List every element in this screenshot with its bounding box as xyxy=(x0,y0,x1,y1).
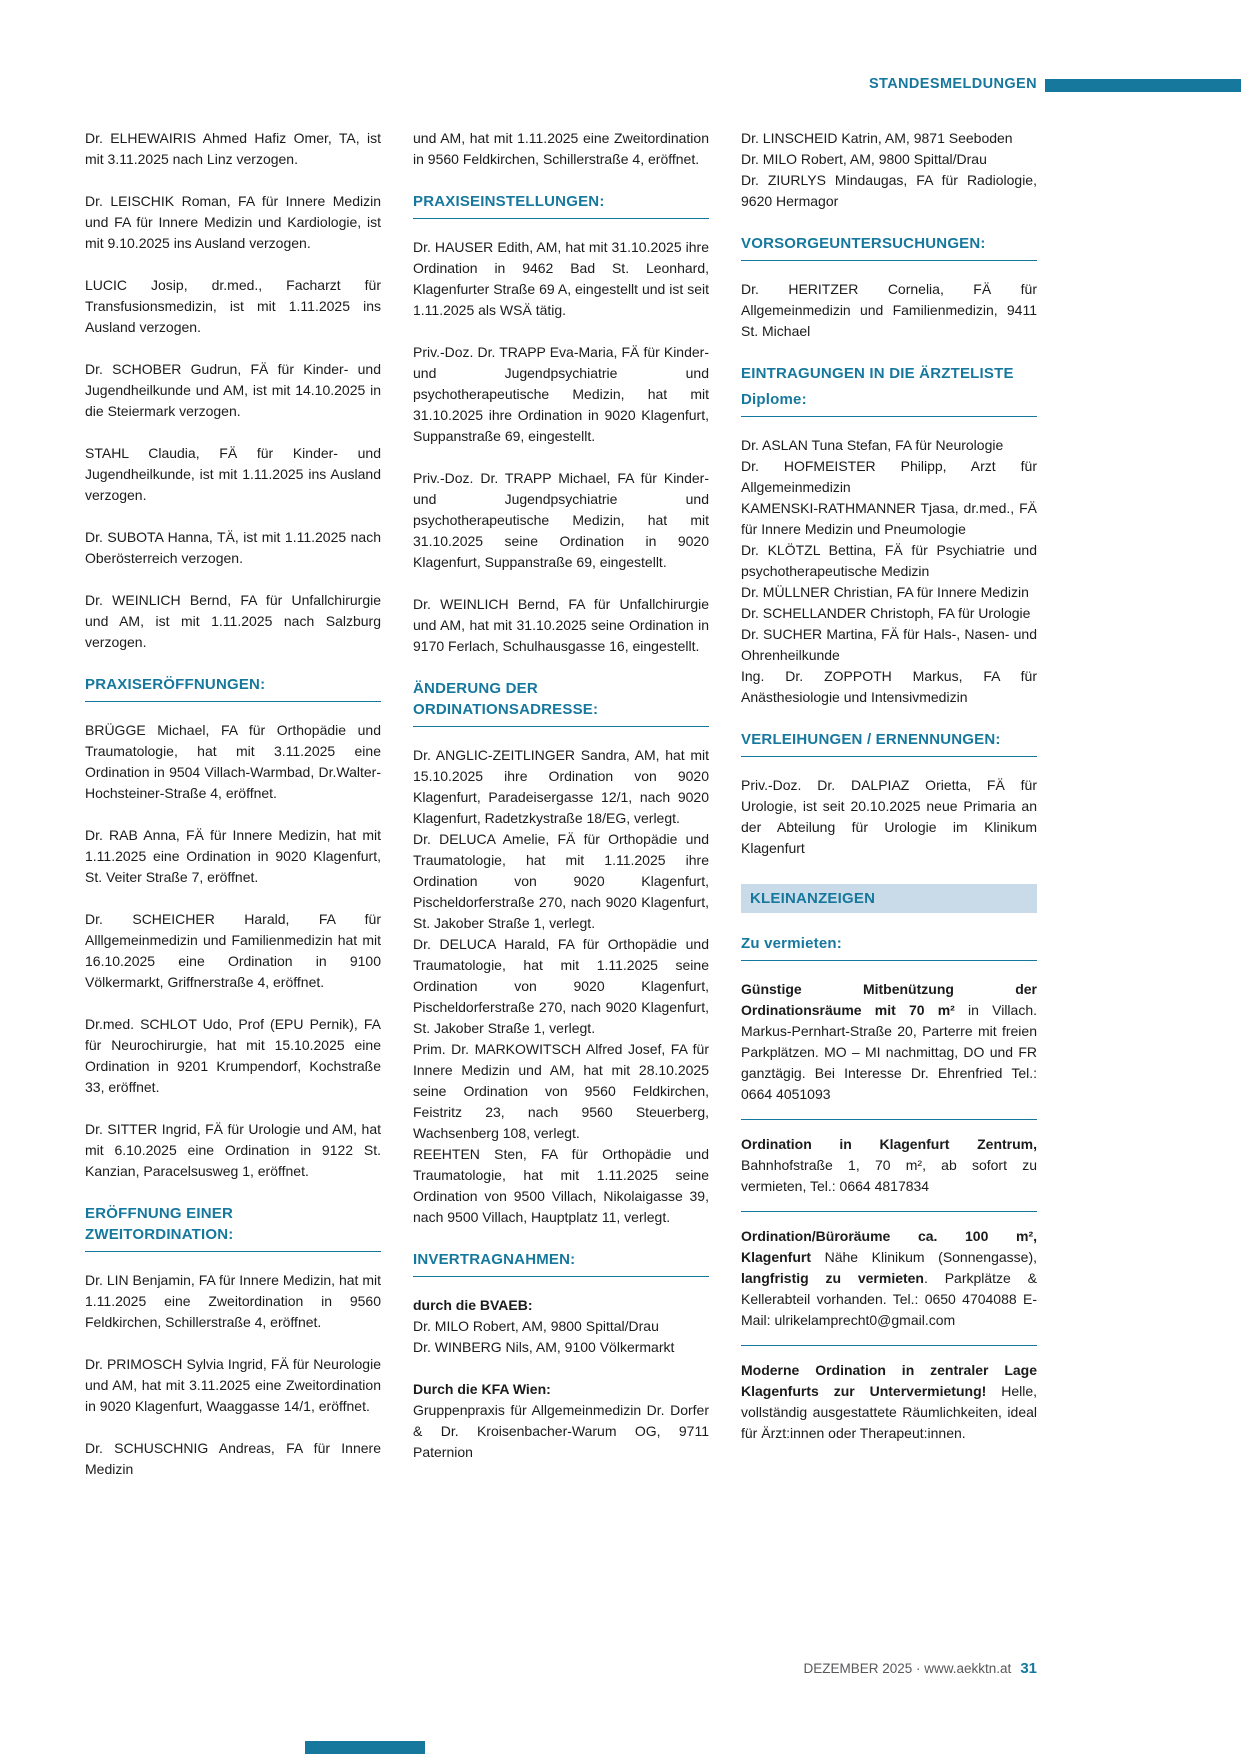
paragraph: LUCIC Josip, dr.med., Facharzt für Transfusionsmedizin, ist mit 1.11.2025 ins Ausland verzogen. xyxy=(85,277,381,335)
paragraph: Dr. SCHOBER Gudrun, FÄ für Kinder- und Jugendheilkunde und AM, ist mit 14.10.2025 in die Steiermark verzogen. xyxy=(85,361,381,419)
paragraph: Dr. LEISCHIK Roman, FA für Innere Medizin und FA für Innere Medizin und Kardiologie, ist mit 9.10.2025 ins Ausland verzogen. xyxy=(85,193,381,251)
list-entry: Dr. ANGLIC-ZEITLINGER Sandra, AM, hat mit 15.10.2025 ihre Ordination von 9020 Klagenfurt, Paradeisergasse 12/1, nach 9020 Klagenfurt, Radetzkystraße 18/EG, verlegt. xyxy=(413,747,709,826)
ad-text-bold: Ordination in Klagenfurt Zentrum, xyxy=(741,1136,1037,1152)
text-columns xyxy=(85,128,1037,1484)
list-entry: Ing. Dr. ZOPPOTH Markus, FA für Anästhesiologie und Intensivmedizin xyxy=(741,668,1037,705)
ad-separator xyxy=(741,1211,1037,1212)
paragraph: Dr. WEINLICH Bernd, FA für Unfallchirurgie und AM, hat mit 31.10.2025 seine Ordination in 9170 Ferlach, Schulhausgasse 16, eingestellt. xyxy=(413,596,709,654)
section-heading: INVERTRAGNAHMEN: xyxy=(413,1249,709,1277)
list-entry: Dr. ZIURLYS Mindaugas, FA für Radiologie, 9620 Hermagor xyxy=(741,172,1037,209)
page-number: 31 xyxy=(1020,1660,1037,1677)
list-entry: REEHTEN Sten, FA für Orthopädie und Traumatologie, hat mit 1.11.2025 seine Ordination von 9500 Villach, Nikolaigasse 39, nach 9500 Villach, Hauptplatz 11, verlegt. xyxy=(413,1146,709,1225)
paragraph: Dr. SUBOTA Hanna, TÄ, ist mit 1.11.2025 nach Oberösterreich verzogen. xyxy=(85,529,381,566)
column-1 xyxy=(85,128,381,1484)
section-heading: Zu vermieten: xyxy=(741,933,1037,961)
paragraph: STAHL Claudia, FÄ für Kinder- und Jugendheilkunde, ist mit 1.11.2025 ins Ausland verzogen. xyxy=(85,445,381,503)
classified-ad xyxy=(741,1360,1037,1444)
sub-label: durch die BVAEB: xyxy=(413,1297,533,1313)
paragraph: und AM, hat mit 1.11.2025 eine Zweitordination in 9560 Feldkirchen, Schillerstraße 4, eröffnet. xyxy=(413,130,709,167)
list-entry: Dr. MILO Robert, AM, 9800 Spittal/Drau xyxy=(741,151,987,167)
list-entry: Dr. SUCHER Martina, FÄ für Hals-, Nasen- und Ohrenheilkunde xyxy=(741,626,1037,663)
paragraph: Dr. SCHEICHER Harald, FA für Alllgemeinmedizin und Familienmedizin hat mit 16.10.2025 eine Ordination in 9100 Völkermarkt, Griffnerstraße 4, eröffnet. xyxy=(85,911,381,990)
paragraph: Dr. HAUSER Edith, AM, hat mit 31.10.2025 ihre Ordination in 9462 Bad St. Leonhard, Klagenfurter Straße 69 A, eingestellt und ist seit 1.11.2025 als WSÄ tätig. xyxy=(413,239,709,318)
section-heading: ERÖFFNUNG EINER ZWEITORDINATION: xyxy=(85,1203,381,1252)
section-heading: VORSORGEUNTERSUCHUNGEN: xyxy=(741,233,1037,261)
column-3 xyxy=(741,128,1037,1484)
ad-text: Nähe Klinikum (Sonnengasse), xyxy=(811,1249,1037,1265)
paragraph: Dr.med. SCHLOT Udo, Prof (EPU Pernik), FA für Neurochirurgie, hat mit 15.10.2025 eine Ordination in 9201 Krumpendorf, Kochstraße 33, eröffnet. xyxy=(85,1016,381,1095)
paragraph: Dr. ELHEWAIRIS Ahmed Hafiz Omer, TA, ist mit 3.11.2025 nach Linz verzogen. xyxy=(85,130,381,167)
ad-text: Bahnhofstraße 1, 70 m², ab sofort zu vermieten, Tel.: 0664 4817834 xyxy=(741,1157,1037,1194)
section-header-title: STANDESMELDUNGEN xyxy=(868,76,1037,92)
entry-list xyxy=(413,1316,709,1358)
ad-text-bold: Günstige Mitbenützung der Ordinationsräume mit 70 m² xyxy=(741,981,1037,1018)
list-entry: Dr. MILO Robert, AM, 9800 Spittal/Drau xyxy=(413,1318,659,1334)
list-entry: Dr. DELUCA Amelie, FÄ für Orthopädie und Traumatologie, hat mit 1.11.2025 ihre Ordination von 9020 Klagenfurt, Pischeldorferstraße 270, nach 9020 Klagenfurt, St. Jakober Straße 1, verlegt. xyxy=(413,831,709,931)
ad-text-bold: Ordination/Büroräume ca. 100 m², Klagenfurt xyxy=(741,1228,1037,1265)
classified-ad xyxy=(741,1226,1037,1331)
paragraph: Dr. RAB Anna, FÄ für Innere Medizin, hat mit 1.11.2025 eine Ordination in 9020 Klagenfurt, St. Veiter Straße 7, eröffnet. xyxy=(85,827,381,885)
section-heading: VERLEIHUNGEN / ERNENNUNGEN: xyxy=(741,729,1037,757)
list-entry: Prim. Dr. MARKOWITSCH Alfred Josef, FA für Innere Medizin und AM, hat mit 28.10.2025 seine Ordination von 9560 Feldkirchen, Feistritz 23, nach 9560 Steuerberg, Wachsenberg 108, verlegt. xyxy=(413,1041,709,1141)
paragraph: Dr. WEINLICH Bernd, FA für Unfallchirurgie und AM, ist mit 1.11.2025 nach Salzburg verzogen. xyxy=(85,592,381,650)
list-entry: Dr. HOFMEISTER Philipp, Arzt für Allgemeinmedizin xyxy=(741,458,1037,495)
paragraph: Dr. PRIMOSCH Sylvia Ingrid, FÄ für Neurologie und AM, hat mit 3.11.2025 eine Zweitordination in 9020 Klagenfurt, Waaggasse 14/1, eröffnet. xyxy=(85,1356,381,1414)
ad-text: Helle, vollständig ausgestattete Räumlichkeiten, ideal für Ärzt:innen oder Therapeut:innen. xyxy=(741,1383,1038,1441)
section-heading: ÄNDERUNG DER ORDINATIONSADRESSE: xyxy=(413,678,709,727)
footer-issue-url: DEZEMBER 2025 · www.aekktn.at xyxy=(803,1661,1012,1676)
ad-separator xyxy=(741,1345,1037,1346)
sub-label: Durch die KFA Wien: xyxy=(413,1381,551,1397)
column-2 xyxy=(413,128,709,1484)
entry-list xyxy=(741,435,1037,708)
entry-list xyxy=(741,128,1037,212)
list-entry: KAMENSKI-RATHMANNER Tjasa, dr.med., FÄ für Innere Medizin und Pneumologie xyxy=(741,500,1037,537)
ad-text-bold: langfristig zu vermieten xyxy=(741,1270,924,1286)
paragraph: Dr. SITTER Ingrid, FÄ für Urologie und AM, hat mit 6.10.2025 eine Ordination in 9122 St. Kanzian, Paracelsusweg 1, eröffnet. xyxy=(85,1121,381,1179)
list-entry: Dr. DELUCA Harald, FA für Orthopädie und Traumatologie, hat mit 1.11.2025 seine Ordination von 9020 Klagenfurt, Pischeldorferstraße 270, nach 9020 Klagenfurt, St. Jakober Straße 1, verlegt. xyxy=(413,936,709,1036)
list-entry: Dr. KLÖTZL Bettina, FÄ für Psychiatrie und psychotherapeutische Medizin xyxy=(741,542,1037,579)
list-entry: Dr. MÜLLNER Christian, FA für Innere Medizin xyxy=(741,584,1029,600)
list-entry: Dr. ASLAN Tuna Stefan, FA für Neurologie xyxy=(741,437,1004,453)
header-accent-bar xyxy=(1045,79,1241,92)
list-entry: Gruppenpraxis für Allgemeinmedizin Dr. Dorfer & Dr. Kroisenbacher-Warum OG, 9711 Paternion xyxy=(413,1402,709,1460)
footer-accent-bar xyxy=(305,1741,425,1754)
ad-text-bold: Moderne Ordination in zentraler Lage Klagenfurts zur Untervermietung! xyxy=(741,1362,1037,1399)
paragraph: Dr. LIN Benjamin, FA für Innere Medizin, hat mit 1.11.2025 eine Zweitordination in 9560 Feldkirchen, Schillerstraße 4, eröffnet. xyxy=(85,1272,381,1330)
classifieds-band-heading: KLEINANZEIGEN xyxy=(741,884,1037,913)
entry-list xyxy=(413,1400,709,1463)
ad-text: . Parkplätze & Kellerabteil vorhanden. Tel.: 0650 4704088 E-Mail: ulrikelamprecht0@gmail.com xyxy=(741,1270,1037,1328)
paragraph: Priv.-Doz. Dr. TRAPP Eva-Maria, FÄ für Kinder- und Jugendpsychiatrie und psychotherapeutische Medizin, hat mit 31.10.2025 ihre Ordination in 9020 Klagenfurt, Suppanstraße 69, eingestellt. xyxy=(413,344,709,444)
section-heading-line1: EINTRAGUNGEN IN DIE ÄRZTELISTE xyxy=(741,365,1014,382)
list-entry: Dr. SCHELLANDER Christoph, FA für Urologie xyxy=(741,605,1031,621)
paragraph: Dr. SCHUSCHNIG Andreas, FA für Innere Medizin xyxy=(85,1440,381,1477)
classified-ad xyxy=(741,1134,1037,1197)
paragraph: Priv.-Doz. Dr. DALPIAZ Orietta, FÄ für Urologie, ist seit 20.10.2025 neue Primaria an der Abteilung für Urologie im Klinikum Klagenfurt xyxy=(741,777,1037,856)
list-entry: Dr. WINBERG Nils, AM, 9100 Völkermarkt xyxy=(413,1339,675,1355)
ad-separator xyxy=(741,1119,1037,1120)
section-heading: PRAXISERÖFFNUNGEN: xyxy=(85,674,381,702)
list-entry: Dr. LINSCHEID Katrin, AM, 9871 Seeboden xyxy=(741,130,1013,146)
classified-ad xyxy=(741,979,1037,1105)
section-heading: Diplome: xyxy=(741,389,1037,417)
section-heading: PRAXISEINSTELLUNGEN: xyxy=(413,191,709,219)
paragraph: BRÜGGE Michael, FA für Orthopädie und Traumatologie, hat mit 3.11.2025 eine Ordination in 9504 Villach-Warmbad, Dr.Walter-Hochsteiner-Straße 4, eröffnet. xyxy=(85,722,381,801)
paragraph: Priv.-Doz. Dr. TRAPP Michael, FA für Kinder- und Jugendpsychiatrie und psychotherapeutische Medizin, hat mit 31.10.2025 seine Ordination in 9020 Klagenfurt, Suppanstraße 69, eingestellt. xyxy=(413,470,709,570)
ad-text: in Villach. Markus-Pernhart-Straße 20, Parterre mit freien Parkplätzen. MO – MI nachmittag, DO und FR ganztägig. Bei Interesse Dr. Ehrenfried Tel.: 0664 4051093 xyxy=(741,1002,1037,1102)
entry-list xyxy=(413,745,709,1228)
page-footer xyxy=(0,1660,1037,1677)
paragraph: Dr. HERITZER Cornelia, FÄ für Allgemeinmedizin und Familienmedizin, 9411 St. Michael xyxy=(741,281,1037,339)
